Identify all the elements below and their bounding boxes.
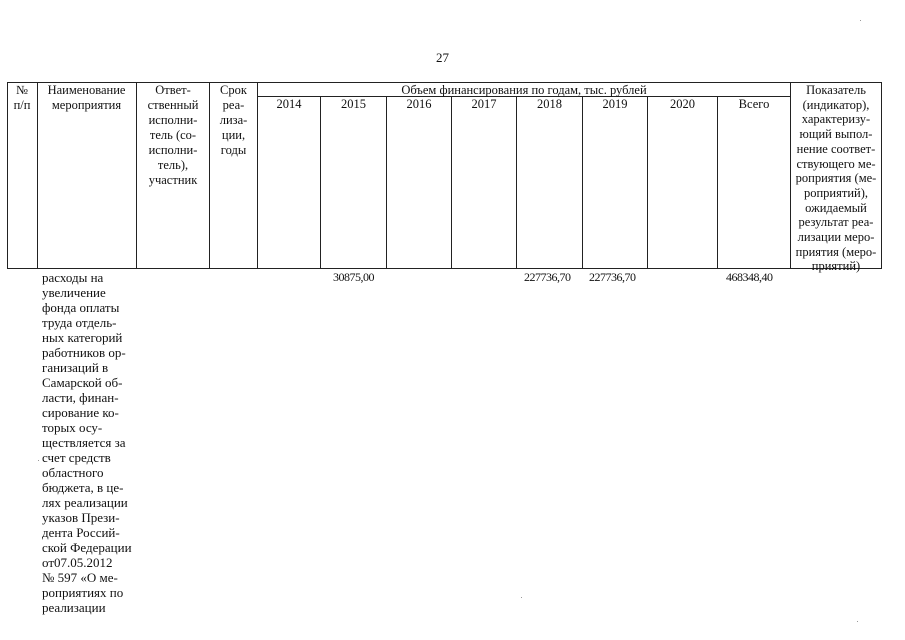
header-indicator-line: результат реа- — [798, 215, 874, 230]
header-year-2017: 2017 — [471, 97, 497, 111]
description-line: ных категорий — [42, 330, 123, 345]
description-line: от07.05.2012 — [42, 555, 113, 570]
value-2015: 30875,00 — [333, 270, 374, 284]
value-total: 468348,40 — [726, 270, 773, 284]
description-line: труда отдель- — [42, 315, 117, 330]
description-line: лях реализации — [42, 495, 128, 510]
header-number-line: № — [16, 83, 28, 97]
header-responsible-line: тель (со- — [149, 128, 197, 142]
description-line: № 597 «О ме- — [42, 570, 118, 585]
col-border — [582, 96, 583, 269]
description-line: ганизаций в — [42, 360, 109, 375]
col-border — [881, 82, 882, 269]
scan-speck — [857, 621, 858, 622]
header-indicator-line: (индикатор), — [802, 97, 870, 112]
header-indicator-line: ющий выпол- — [799, 127, 873, 142]
header-indicator-line: лизации меро- — [797, 230, 875, 245]
scan-speck — [521, 597, 522, 598]
value-2019: 227736,70 — [589, 270, 636, 284]
header-name-line: мероприятия — [51, 98, 122, 112]
header-indicator-line: Показатель — [806, 83, 866, 97]
scan-speck — [38, 460, 39, 461]
header-name-line: Наименование — [47, 83, 126, 97]
description-line: торых осу- — [42, 420, 103, 435]
header-indicator-line: ожидаемый — [805, 200, 867, 215]
header-year-2016: 2016 — [406, 97, 432, 111]
header-indicator-line: приятий) — [811, 259, 861, 274]
description-line: ской Федерации — [42, 540, 132, 555]
header-indicator-line: нение соответ- — [796, 141, 876, 156]
header-responsible-line: ственный — [147, 98, 199, 112]
description-line: дента Россий- — [42, 525, 120, 540]
header-term-line: реа- — [222, 98, 245, 112]
description-line: ществляется за — [42, 435, 126, 450]
header-indicator-line: роприятий), — [803, 185, 868, 200]
header-year-2015: 2015 — [341, 97, 366, 111]
header-term-line: годы — [220, 143, 247, 157]
header-term — [210, 83, 257, 158]
header-total: Всего — [738, 97, 770, 111]
header-indicator-line: приятия (меро- — [795, 244, 877, 259]
description-line: реализации — [42, 600, 106, 615]
col-border — [647, 96, 648, 269]
col-border — [451, 96, 452, 269]
header-funding-title: Объем финансирования по годам, тыс. рублей — [401, 83, 647, 97]
description-line: работников ор- — [42, 345, 126, 360]
header-indicator-line: роприятия (ме- — [795, 171, 877, 186]
header-term-line: лиза- — [219, 113, 248, 127]
value-2018: 227736,70 — [524, 270, 571, 284]
description-line: увеличение — [42, 285, 106, 300]
description-line: фонда оплаты — [42, 300, 120, 315]
header-responsible-line: тель), — [157, 158, 189, 172]
description-line: счет средств — [42, 450, 111, 465]
header-responsible-line: исполни- — [148, 143, 198, 157]
scan-speck — [860, 20, 861, 21]
description-line: расходы на — [42, 270, 104, 285]
col-border — [717, 96, 718, 269]
row-description — [42, 270, 144, 615]
header-responsible-line: участник — [148, 173, 198, 187]
description-line: ласти, финан- — [42, 390, 119, 405]
header-responsible-line: Ответ- — [155, 83, 191, 97]
description-line: областного — [42, 465, 104, 480]
header-bottom-border — [7, 268, 881, 269]
col-border — [516, 96, 517, 269]
description-line: роприятиях по — [42, 585, 124, 600]
header-number-line: п/п — [13, 98, 31, 112]
header-number — [7, 83, 37, 113]
description-line: сирование ко- — [42, 405, 119, 420]
header-year-2020: 2020 — [670, 97, 695, 111]
header-responsible-line: исполни- — [148, 113, 198, 127]
header-name — [37, 83, 136, 113]
header-year-2019: 2019 — [602, 97, 628, 111]
header-responsible — [137, 83, 209, 188]
description-line: бюджета, в це- — [42, 480, 124, 495]
col-border — [320, 96, 321, 269]
header-indicator-line: характеризу- — [801, 112, 871, 127]
header-year-2014: 2014 — [276, 97, 302, 111]
col-border — [386, 96, 387, 269]
header-year-2018: 2018 — [537, 97, 562, 111]
description-line: Самарской об- — [42, 375, 123, 390]
header-indicator — [791, 83, 881, 274]
description-line: указов Прези- — [42, 510, 120, 525]
header-term-line: ции, — [221, 128, 246, 142]
header-term-line: Срок — [220, 83, 247, 97]
header-indicator-line: ствующего ме- — [796, 156, 876, 171]
page-number: 27 — [436, 50, 449, 65]
